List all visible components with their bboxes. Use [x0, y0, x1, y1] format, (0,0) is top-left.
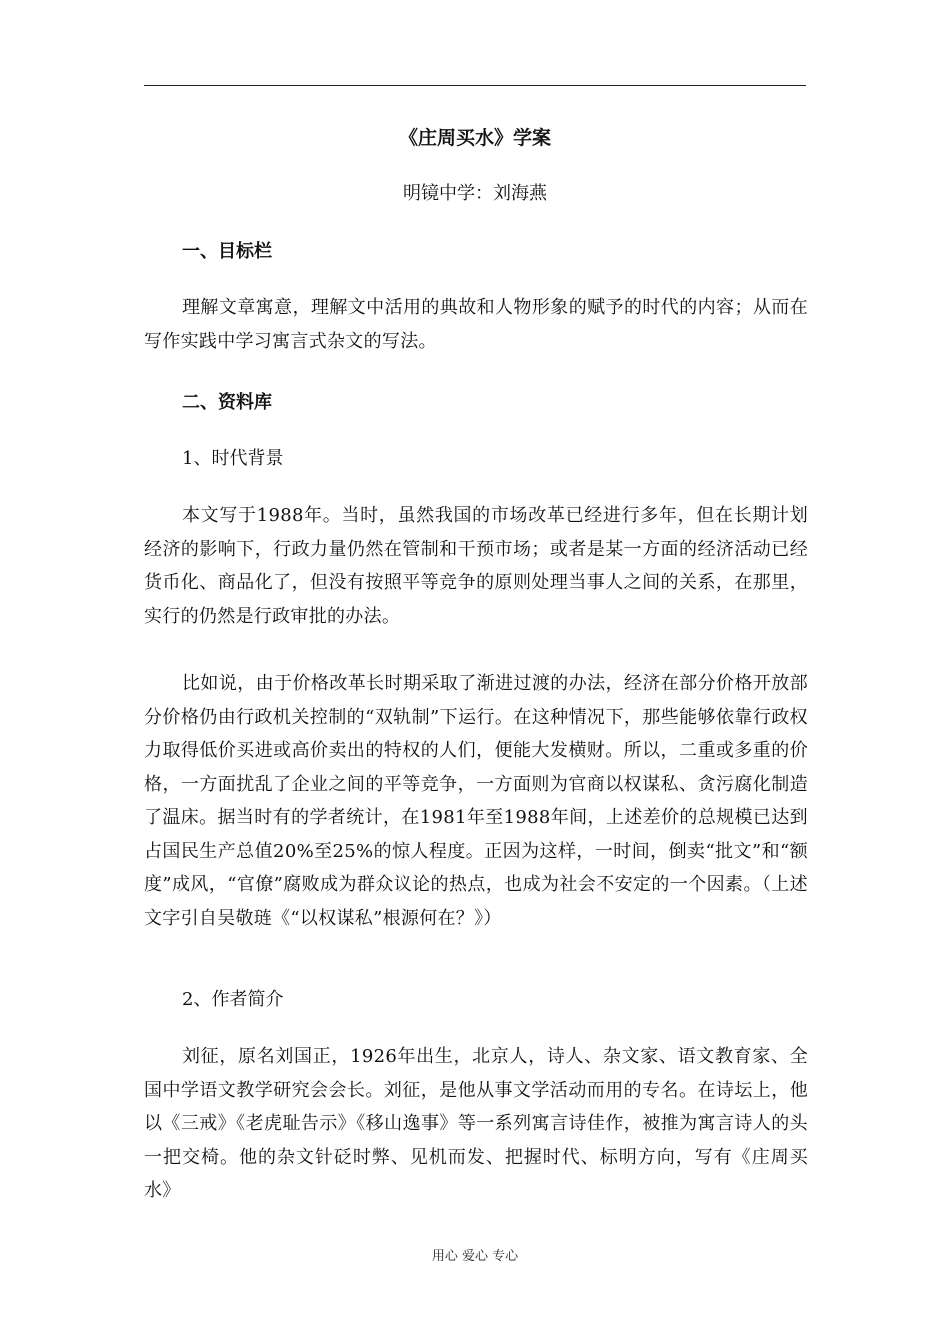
section-heading-goals: 一、目标栏: [182, 241, 272, 262]
background-paragraph-1: 本文写于1988年。当时，虽然我国的市场改革已经进行多年，但在长期计划经济的影响下，行政力量仍然在管制和干预市场；或者是某一方面的经济活动已经货币化、商品化了，但没有按照平等竞争的原则处理当事人之间的关系，在那里，实行的仍然是行政审批的办法。: [144, 505, 808, 627]
subheading-background: 1、时代背景: [182, 448, 284, 469]
author-line: 明镜中学：刘海燕: [403, 183, 547, 204]
author-intro-paragraph: 刘征，原名刘国正，1926年出生，北京人，诗人、杂文家、语文教育家、全国中学语文教学研究会会长。刘征，是他从事文学活动而用的专名。在诗坛上，他以《三戒》《老虎耻告示》《移山逸事》等一系列寓言诗佳作，被推为寓言诗人的头一把交椅。他的杂文针砭时弊、见机而发、把握时代、标明方向，写有《庄周买水》: [144, 1046, 808, 1201]
section-heading-materials: 二、资料库: [182, 392, 272, 413]
subheading-author-intro: 2、作者简介: [182, 989, 284, 1010]
goals-paragraph: 理解文章寓意，理解文中活用的典故和人物形象的赋予的时代的内容；从而在写作实践中学习寓言式杂文的写法。: [144, 297, 808, 352]
page-footer: 用心 爱心 专心: [431, 1249, 519, 1264]
background-paragraph-2: 比如说，由于价格改革长时期采取了渐进过渡的办法，经济在部分价格开放部分价格仍由行政机关控制的“双轨制”下运行。在这种情况下，那些能够依靠行政权力取得低价买进或高价卖出的特权的人们，便能大发横财。所以，二重或多重的价格，一方面扰乱了企业之间的平等竞争，一方面则为官商以权谋私、贪污腐化制造了温床。据当时有的学者统计，在1981年至1988年间，上述差价的总规模已达到占国民生产总值20%至25%的惊人程度。正因为这样，一时间，倒卖“批文”和“额度”成风，“官僚”腐败成为群众议论的热点，也成为社会不安定的一个因素。（上述文字引自吴敬琏《“以权谋私”根源何在？》）: [144, 673, 808, 929]
header-rule: [144, 85, 806, 86]
document-title: 《庄周买水》学案: [398, 127, 551, 149]
